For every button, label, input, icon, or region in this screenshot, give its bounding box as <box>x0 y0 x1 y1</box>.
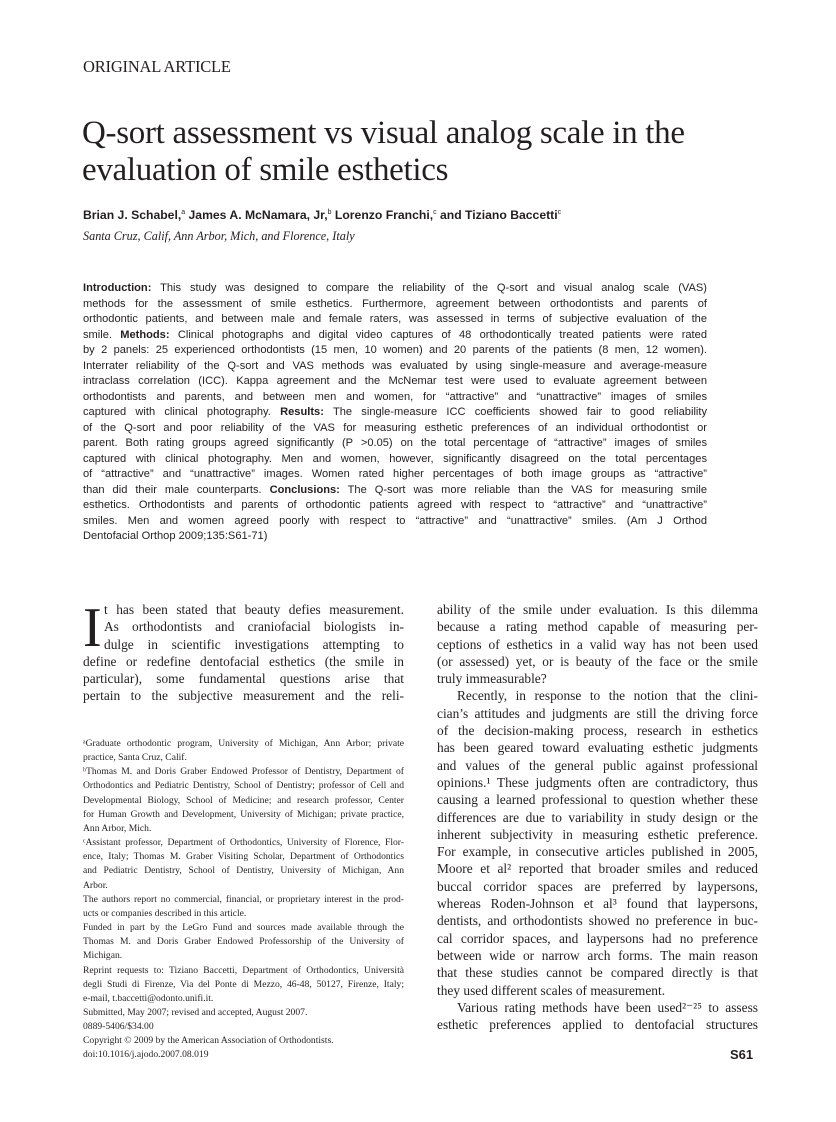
title-line: Q-sort assessment vs visual analog scale in the <box>82 115 685 151</box>
abstract-text: esthetics. Orthodontists and parents of orthodontic patients agreed with respect to “attractive” and “unattractive” <box>83 499 707 511</box>
author-name: Brian J. Schabel, <box>83 208 182 222</box>
abstract-line <box>83 297 707 313</box>
footnote-line: Copyright © 2009 by the American Association of Orthodontists. <box>83 1035 334 1047</box>
footnote-line: Developmental Biology, School of Medicine; and research professor, Center <box>83 794 404 806</box>
body-line: of the decision-making process, research in esthetics <box>437 723 758 739</box>
abstract-line <box>83 452 707 468</box>
footnote-line: practice, Santa Cruz, Calif. <box>83 752 187 764</box>
footnote-line: and Pediatric Dentistry, School of Dentistry, University of Michigan, Ann <box>83 865 404 877</box>
body-line: Moore et al² reported that broader smiles and reduced <box>437 861 758 877</box>
abstract-heading: Results: <box>280 406 324 418</box>
affiliation-mark: c <box>433 208 437 216</box>
footnote <box>83 836 404 893</box>
body-line: that these studies cannot be compared directly is that <box>437 965 758 981</box>
body-line: particular), some fundamental questions arise that <box>83 671 404 687</box>
abstract-text: than did their male counterparts. <box>83 483 270 496</box>
body-line: pertain to the subjective measurement and the reli- <box>83 688 404 704</box>
abstract-text: Interrater reliability of the Q-sort and VAS methods was evaluated by using single-measure and average-measure <box>83 359 707 372</box>
abstract-text: by 2 panels: 25 experienced orthodontists (15 men, 10 women) and 20 parents of the patients (8 men, 12 women). <box>83 344 707 356</box>
body-column-right <box>437 601 758 1033</box>
footnotes <box>83 737 404 1063</box>
body-line: dentists, and orthodontists showed no preference in buc- <box>437 913 758 929</box>
affiliation-mark: b <box>327 208 332 216</box>
abstract-line <box>83 390 707 406</box>
footnote-line: Reprint requests to: Tiziano Baccetti, Department of Orthodontics, Università <box>83 964 404 976</box>
body-line: inherent subjectivity in measuring esthetic preference. <box>437 826 758 842</box>
abstract-line <box>83 421 707 437</box>
body-column-left <box>83 597 404 705</box>
body-paragraph <box>83 597 404 705</box>
abstract-text: Dentofacial Orthop 2009;135:S61-71) <box>83 530 268 542</box>
footnote-line: ᶜAssistant professor, Department of Orthodontics, University of Florence, Flor- <box>83 837 404 849</box>
footnote-line: Funded in part by the LeGro Fund and sources made available through the <box>83 922 404 934</box>
section-label: ORIGINAL ARTICLE <box>83 57 231 76</box>
footnote <box>83 737 404 765</box>
drop-cap: I <box>83 597 102 659</box>
abstract-heading: Introduction: <box>83 282 152 294</box>
abstract-text: The single-measure ICC coefficients showed fair to good reliability <box>323 406 708 418</box>
footnote-line: 0889-5406/$34.00 <box>83 1021 154 1033</box>
author-locations: Santa Cruz, Calif, Ann Arbor, Mich, and Florence, Italy <box>83 229 355 243</box>
abstract <box>83 281 707 545</box>
abstract-text: methods for the assessment of smile esthetics. Furthermore, agreement between orthodontists and parents of <box>83 297 707 310</box>
footnote <box>83 964 404 1006</box>
abstract-line <box>83 467 707 483</box>
abstract-line <box>83 498 707 514</box>
abstract-text: smiles. Men and women agreed poorly with respect to “attractive” and “unattractive” smiles. (Am J Orthod <box>83 514 707 527</box>
abstract-text: parent. Both rating groups agreed significantly (P >0.05) on the total percentage of “attractive” images of smiles <box>83 437 707 449</box>
footnote-line: Submitted, May 2007; revised and accepted, August 2007. <box>83 1006 308 1018</box>
body-line: ceptions of esthetics in a valid way has not been used <box>437 636 758 652</box>
footnote-line: degli Studi di Firenze, Via del Ponte di Mezzo, 46-48, 50127, Firenze, Italy; <box>83 978 404 990</box>
footnote <box>83 893 404 921</box>
abstract-line <box>83 483 707 499</box>
abstract-text: intraclass correlation (ICC). Kappa agreement and the McNemar test were used to evaluate agreement between <box>83 375 707 387</box>
abstract-text: smile. <box>83 328 121 341</box>
abstract-heading: Methods: <box>120 328 170 341</box>
footnote-line: Thomas M. and Doris Graber Endowed Professorship of the University of <box>83 936 404 948</box>
affiliation-mark: a <box>181 208 186 216</box>
body-line: differences are due to variability in study design or the <box>437 809 758 825</box>
body-line: For example, in consecutive articles published in 2005, <box>437 844 758 860</box>
abstract-text: This study was designed to compare the reliability of the Q-sort and visual analog scale (VAS) <box>151 282 707 294</box>
body-line: between wide or narrow arch forms. The main reason <box>437 947 758 963</box>
body-line: and values of the general public against professional <box>437 757 758 773</box>
body-line: dulge in scientific investigations attempting to <box>104 636 404 652</box>
footnote-line: doi:10.1016/j.ajodo.2007.08.019 <box>83 1049 209 1061</box>
abstract-line <box>83 281 707 297</box>
footnote-line: e-mail, t.baccetti@odonto.unifi.it. <box>83 992 214 1004</box>
affiliation-mark: c <box>557 208 562 216</box>
abstract-line <box>83 343 707 359</box>
footnote <box>83 1020 404 1034</box>
footnote <box>83 1006 404 1020</box>
footnote <box>83 1034 404 1048</box>
body-line: cal corridor spaces, and laypersons had no preference <box>437 930 758 946</box>
author-name: James A. McNamara, Jr, <box>185 208 328 222</box>
author-list <box>83 208 561 222</box>
abstract-text: captured with clinical photography. <box>83 406 281 418</box>
abstract-text: captured with clinical photography. Men and women, however, significantly disagreed on the total percentages <box>83 452 707 465</box>
body-paragraph <box>437 601 758 687</box>
footnote-line: ence, Italy; Thomas M. Graber Visiting Scholar, Department of Orthodontics <box>83 851 404 863</box>
body-paragraph <box>437 999 758 1034</box>
body-line: cian’s attitudes and judgments are still the driving force <box>437 705 758 721</box>
abstract-text: of the Q-sort and poor reliability of the VAS for measuring esthetic preferences of an individual orthodontist or <box>83 421 707 434</box>
body-line: they used different scales of measurement. <box>437 982 666 998</box>
footnote <box>83 1048 404 1062</box>
abstract-text: orthodontists and parents, and between men and women, for “attractive” and “unattractive” images of smiles <box>83 390 707 403</box>
abstract-line <box>83 312 707 328</box>
footnote-line: ucts or companies described in this article. <box>83 907 247 919</box>
author-name: Lorenzo Franchi, <box>331 208 434 222</box>
footnote-line: for Human Growth and Development, University of Michigan; private practice, <box>83 808 404 820</box>
footnote-line: The authors report no commercial, financial, or proprietary interest in the prod- <box>83 893 404 905</box>
body-line: buccal corridor spaces are preferred by laypersons, <box>437 878 758 894</box>
body-line: because a rating method capable of measuring per- <box>437 619 758 635</box>
body-line: ability of the smile under evaluation. Is this dilemma <box>437 602 758 617</box>
page-number: S61 <box>730 1047 754 1062</box>
body-line: esthetic preferences applied to dentofacial structures <box>437 1017 758 1033</box>
footnote <box>83 765 404 836</box>
abstract-line <box>83 436 707 452</box>
body-line: truly immeasurable? <box>437 671 547 687</box>
body-line: Recently, in response to the notion that the clini- <box>457 688 758 704</box>
footnote-line: ᵃGraduate orthodontic program, University of Michigan, Ann Arbor; private <box>83 738 404 749</box>
abstract-text: orthodontic patients, and between male and female raters, was assessed in terms of subjective evaluation of the <box>83 313 707 325</box>
article-title <box>82 115 685 189</box>
footnote-line: Orthodontics and Pediatric Dentistry, School of Dentistry; professor of Cell and <box>83 780 404 792</box>
body-paragraph <box>437 687 758 998</box>
body-line: As orthodontists and craniofacial biologists in- <box>104 619 404 635</box>
abstract-text: of “attractive” and “unattractive” images. Women rated higher percentages of both image groups as “attractive” <box>83 468 707 480</box>
footnote-line: Ann Arbor, Mich. <box>83 822 152 834</box>
body-line: Various rating methods have been used²⁻²⁵ to assess <box>457 999 758 1015</box>
body-line: (or assessed) yet, or is beauty of the face or the smile <box>437 653 758 669</box>
abstract-line <box>83 529 707 545</box>
body-line: causing a learned professional to question whether these <box>437 792 758 808</box>
footnote-line: Michigan. <box>83 950 123 962</box>
abstract-text: The Q-sort was more reliable than the VAS for measuring smile <box>339 483 707 496</box>
body-line: t has been stated that beauty defies measurement. <box>104 602 404 617</box>
footnote-line: ᵇThomas M. and Doris Graber Endowed Professor of Dentistry, Department of <box>83 766 404 778</box>
abstract-line <box>83 359 707 375</box>
body-line: define or redefine dentofacial esthetics (the smile in <box>83 653 404 669</box>
abstract-line <box>83 405 707 421</box>
abstract-line <box>83 514 707 530</box>
body-line: opinions.¹ These judgments often are contradictory, thus <box>437 774 758 790</box>
footnote <box>83 921 404 963</box>
footnote-line: Arbor. <box>83 879 108 891</box>
abstract-text: Clinical photographs and digital video captures of 48 orthodontically treated patients were rated <box>169 328 707 341</box>
abstract-line <box>83 374 707 390</box>
abstract-line <box>83 328 707 344</box>
abstract-heading: Conclusions: <box>269 483 340 496</box>
body-line: has been geared toward evaluating esthetic judgments <box>437 740 758 756</box>
body-line: whereas Roden-Johnson et al³ found that laypersons, <box>437 896 758 912</box>
author-name: and Tiziano Baccetti <box>436 208 558 222</box>
title-line: evaluation of smile esthetics <box>82 152 449 188</box>
